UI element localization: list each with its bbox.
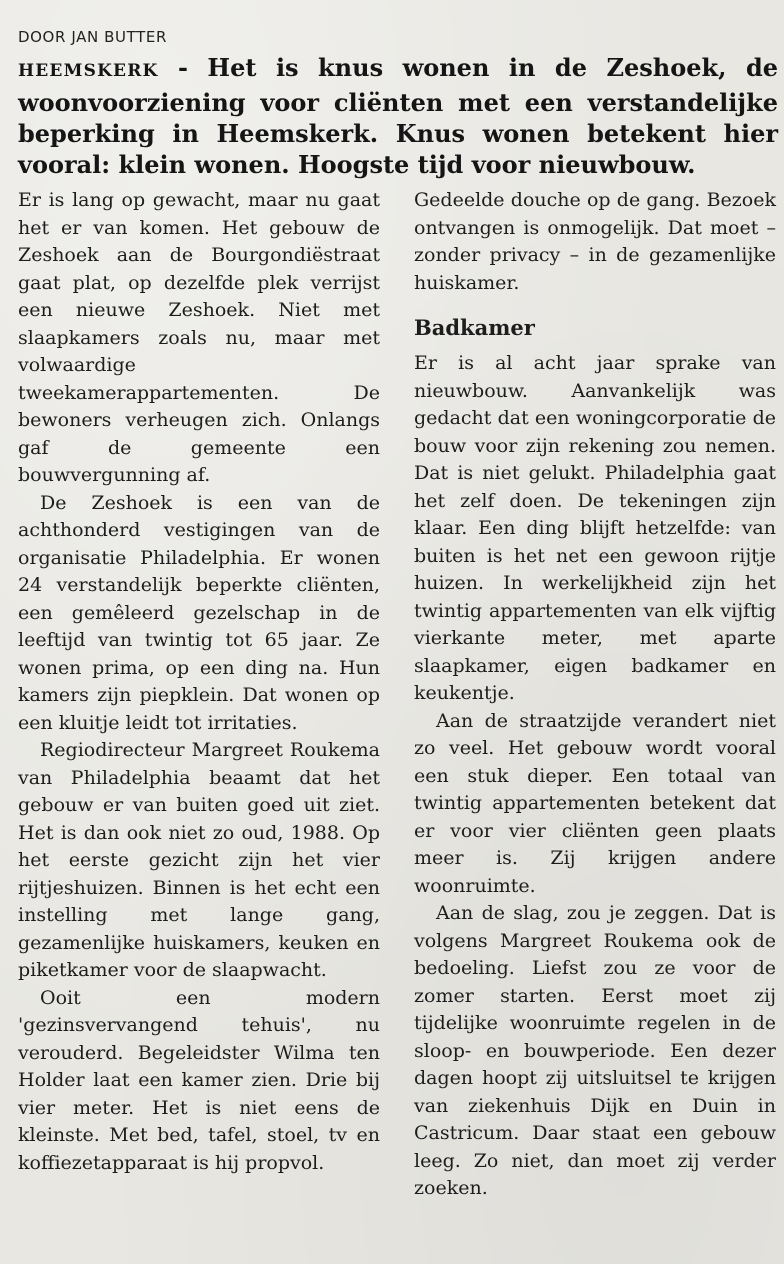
column-right <box>414 187 776 1203</box>
lead-paragraph <box>18 52 778 180</box>
body-paragraph: Er is al acht jaar sprake van nieuwbouw. Aanvankelijk was gedacht dat een woningcorporatie de bouw voor zijn rekening zou nemen. Dat is niet gelukt. Philadelphia gaat het zelf doen. De tekeningen zijn klaar. Een ding blijft hetzelfde: van buiten is het net een gewoon rijtje huizen. In werkelijkheid zijn het twintig appartementen van elk vijftig vierkante meter, met aparte slaapkamer, eigen badkamer en keukentje. <box>414 352 776 704</box>
body-paragraph: Regiodirecteur Margreet Roukema van Philadelphia beaamt dat het gebouw er van buiten goed uit ziet. Het is dan ook niet zo oud, 1988. Op het eerste gezicht zijn het vier rijtjeshuizen. Binnen is het echt een instelling met lange gang, gezamenlijke huiskamers, keuken en piketkamer voor de slaapwacht. <box>18 739 380 981</box>
body-paragraph: Ooit een modern 'gezinsvervangend tehuis', nu verouderd. Begeleidster Wilma ten Holder laat een kamer zien. Drie bij vier meter. Het is niet eens de kleinste. Met bed, tafel, stoel, tv en koffiezetapparaat is hij propvol. <box>18 986 380 1174</box>
byline: DOOR JAN BUTTER <box>18 28 167 46</box>
body-paragraph: De Zeshoek is een van de achthonderd vestigingen van de organisatie Philadelphia. Er wonen 24 verstandelijk beperkte cliënten, een gemêleerd gezelschap in de leeftijd van twintig tot 65 jaar. Ze wonen prima, op een ding na. Hun kamers zijn piepklein. Dat wonen op een kluitje leidt tot irritaties. <box>18 491 380 734</box>
body-paragraph: Aan de slag, zou je zeggen. Dat is volgens Margreet Roukema ook de bedoeling. Liefst zou ze voor de zomer starten. Eerst moet zij tijdelijke woonruimte regelen in de sloop- en bouwperiode. Een dezer dagen hoopt zij uitsluitsel te krijgen van ziekenhuis Dijk en Duin in Castricum. Daar staat een gebouw leeg. Zo niet, dan moet zij verder zoeken. <box>414 902 776 1199</box>
subheading: Badkamer <box>414 315 535 340</box>
body-paragraph: Er is lang op gewacht, maar nu gaat het er van komen. Het gebouw de Zeshoek aan de Bourgondiëstraat gaat plat, op dezelfde plek verrijst een nieuwe Zeshoek. Niet met slaapkamers zoals nu, maar met volwaardige tweekamerappartementen. De bewoners verheugen zich. Onlangs gaf de gemeente een bouwvergunning af. <box>18 189 380 486</box>
dateline: HEEMSKERK <box>18 61 159 81</box>
lead-text: - Het is knus wonen in de Zeshoek, de woonvoorziening voor cliënten met een verstandelijke beperking in Heemskerk. Knus wonen betekent hier vooral: klein wonen. Hoogste tijd voor nieuwbouw. <box>18 53 778 179</box>
column-left <box>18 187 380 1177</box>
body-paragraph: Gedeelde douche op de gang. Bezoek ontvangen is onmogelijk. Dat moet – zonder privacy – in de gezamenlijke huiskamer. <box>414 189 776 294</box>
body-paragraph: Aan de straatzijde verandert niet zo veel. Het gebouw wordt vooral een stuk dieper. Een totaal van twintig appartementen betekent dat er voor vier cliënten geen plaats meer is. Zij krijgen andere woonruimte. <box>414 709 776 897</box>
